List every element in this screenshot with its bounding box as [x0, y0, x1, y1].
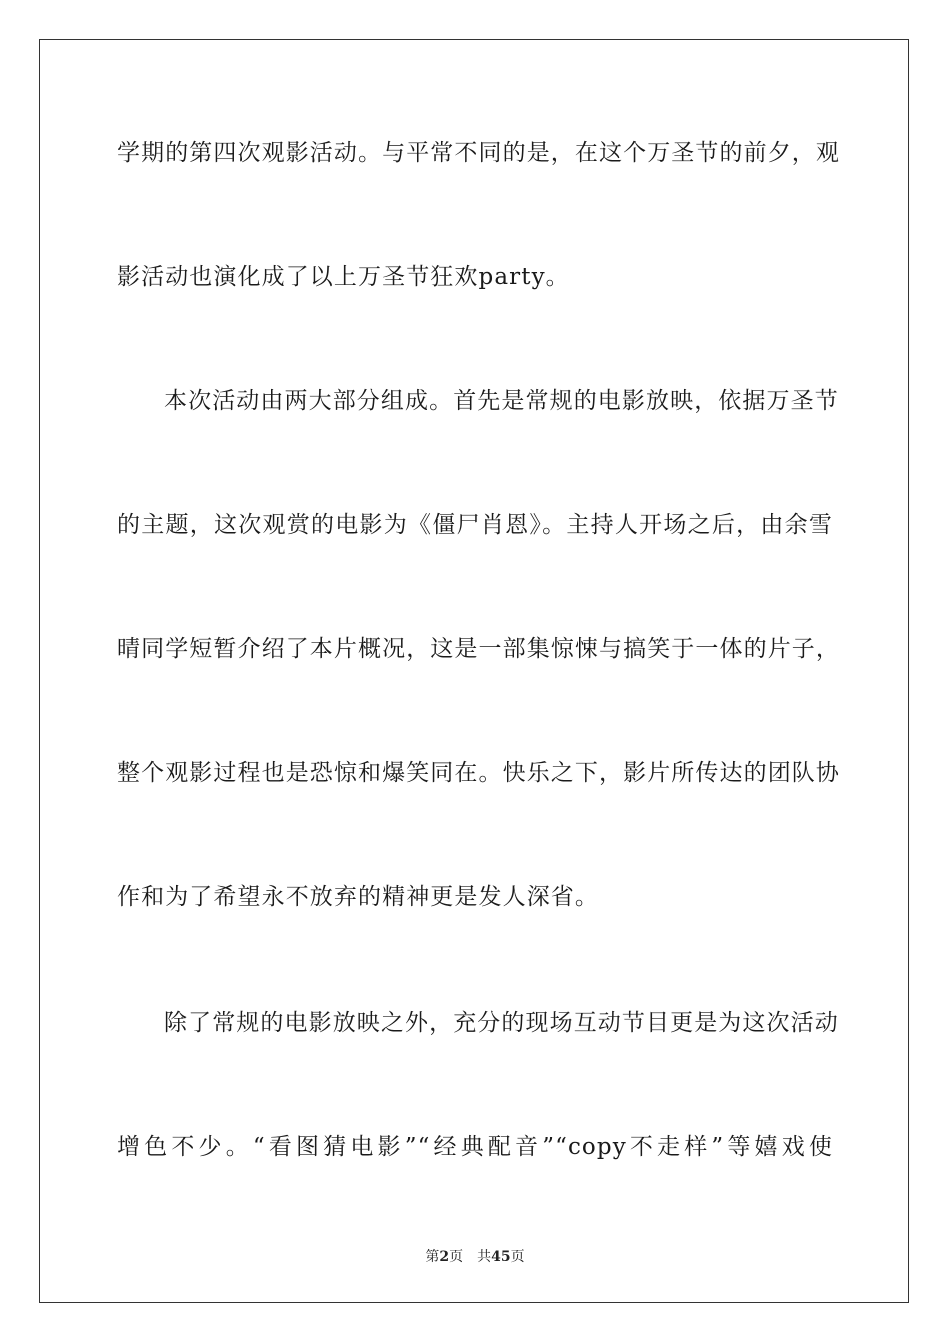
page-prefix: 第 — [425, 1249, 440, 1265]
paragraph-line: 本次活动由两大部分组成。首先是常规的电影放映，依据万圣节 — [164, 388, 839, 414]
total-prefix: 共 — [477, 1249, 492, 1265]
paragraph-line: 的主题，这次观赏的电影为《僵尸肖恩》。主持人开场之后，由余雪 — [117, 512, 833, 538]
total-suffix: 页 — [510, 1249, 525, 1265]
paragraph-line: 增色不少。“看图猜电影”“经典配音”“copy不走样”等嬉戏使 — [117, 1134, 833, 1160]
paragraph-line: 影活动也演化成了以上万圣节狂欢party。 — [117, 264, 570, 290]
paragraph-line: 整个观影过程也是恐惊和爆笑同在。快乐之下，影片所传达的团队协 — [117, 760, 840, 786]
paragraph-line: 作和为了希望永不放弃的精神更是发人深省。 — [117, 884, 599, 910]
paragraph-line: 学期的第四次观影活动。与平常不同的是，在这个万圣节的前夕，观 — [117, 140, 840, 166]
paragraph-line: 晴同学短暂介绍了本片概况，这是一部集惊悚与搞笑于一体的片子， — [117, 636, 840, 662]
page-number: 2 — [439, 1249, 450, 1265]
page-footer — [0, 1248, 950, 1266]
total-pages: 45 — [491, 1249, 511, 1265]
paragraph-line: 除了常规的电影放映之外，充分的现场互动节目更是为这次活动 — [164, 1010, 839, 1036]
page-suffix: 页 — [449, 1249, 464, 1265]
page-border — [39, 39, 909, 1303]
